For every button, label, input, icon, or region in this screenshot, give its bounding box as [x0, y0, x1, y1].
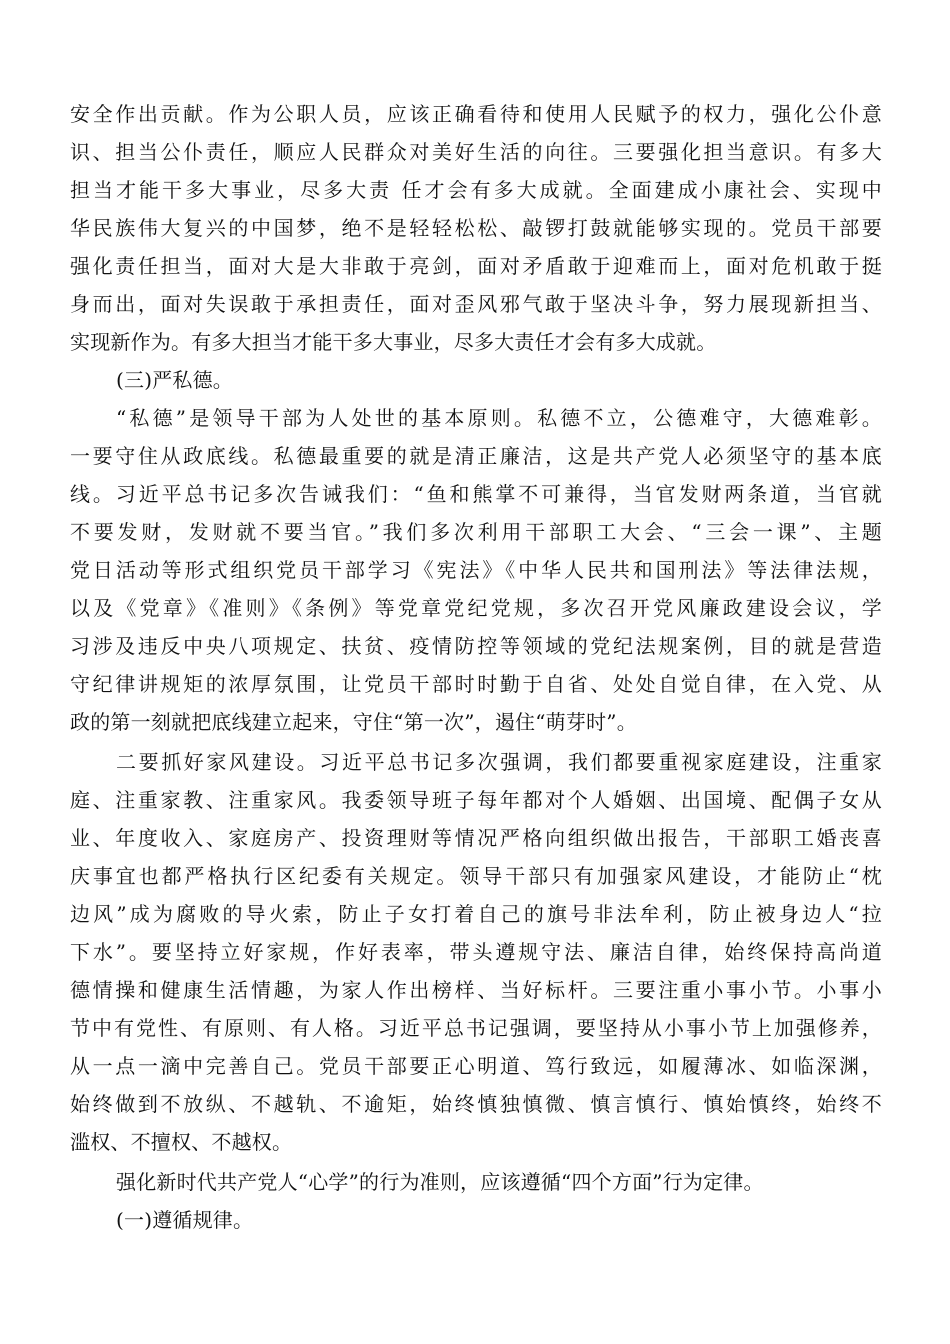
text-line: 一要守住从政底线。私德最重要的就是清正廉洁，这是共产党人必须坚守的基本底 [70, 444, 882, 468]
text-line: 习涉及违反中央八项规定、扶贫、疫情防控等领域的党纪法规案例，目的就是营造 [70, 634, 882, 658]
text-line: 业、年度收入、家庭房产、投资理财等情况严格向组织做出报告，干部职工婚丧喜 [70, 826, 882, 850]
text-line: 党日活动等形式组织党员干部学习《宪法》《中华人民共和国刑法》等法律法规， [70, 558, 882, 582]
text-line: 德情操和健康生活情趣，为家人作出榜样、当好标杆。三要注重小事小节。小事小 [70, 978, 882, 1002]
text-line: 滥权、不擅权、不越权。 [70, 1130, 293, 1154]
text-line: “私德”是领导干部为人处世的基本原则。私德不立，公德难守，大德难彰。 [116, 406, 882, 430]
text-line: 担当才能干多大事业，尽多大责 任才会有多大成就。全面建成小康社会、实现中 [70, 178, 882, 202]
text-line: 边风”成为腐败的导火索，防止子女打着自己的旗号非法牟利，防止被身边人“拉 [70, 902, 882, 926]
text-line: 节中有党性、有原则、有人格。习近平总书记强调，要坚持从小事小节上加强修养， [70, 1016, 882, 1040]
text-line: 强化责任担当，面对大是大非敢于亮剑，面对矛盾敢于迎难而上，面对危机敢于挺 [70, 254, 882, 278]
text-line: 政的第一刻就把底线建立起来，守住“第一次”，遏住“萌芽时”。 [70, 710, 637, 734]
section-heading: (一)遵循规律。 [116, 1208, 254, 1232]
text-line: 庆事宜也都严格执行区纪委有关规定。领导干部只有加强家风建设，才能防止“枕 [70, 864, 882, 888]
text-line: 下水”。要坚持立好家规，作好表率，带头遵规守法、廉洁自律，始终保持高尚道 [70, 940, 882, 964]
text-line: 华民族伟大复兴的中国梦，绝不是轻轻松松、敲锣打鼓就能够实现的。党员干部要 [70, 216, 882, 240]
text-line: 庭、注重家教、注重家风。我委领导班子每年都对个人婚姻、出国境、配偶子女从 [70, 788, 882, 812]
text-line: 实现新作为。有多大担当才能干多大事业，尽多大责任才会有多大成就。 [70, 330, 717, 354]
text-line: 守纪律讲规矩的浓厚氛围，让党员干部时时勤于自省、处处自觉自律，在入党、从 [70, 672, 882, 696]
text-line: 识、担当公仆责任，顺应人民群众对美好生活的向往。三要强化担当意识。有多大 [70, 140, 882, 164]
text-line: 强化新时代共产党人“心学”的行为准则，应该遵循“四个方面”行为定律。 [116, 1170, 764, 1194]
text-line: 二要抓好家风建设。习近平总书记多次强调，我们都要重视家庭建设，注重家 [116, 750, 882, 774]
text-line: 不要发财，发财就不要当官。”我们多次利用干部职工大会、“三会一课”、主题 [70, 520, 882, 544]
section-heading: (三)严私德。 [116, 368, 234, 392]
text-line: 线。习近平总书记多次告诫我们：“鱼和熊掌不可兼得，当官发财两条道，当官就 [70, 482, 882, 506]
text-line: 从一点一滴中完善自己。党员干部要正心明道、笃行致远，如履薄冰、如临深渊， [70, 1054, 882, 1078]
text-line: 身而出，面对失误敢于承担责任，面对歪风邪气敢于坚决斗争，努力展现新担当、 [70, 292, 882, 316]
text-line: 安全作出贡献。作为公职人员，应该正确看待和使用人民赋予的权力，强化公仆意 [70, 102, 882, 126]
text-line: 始终做到不放纵、不越轨、不逾矩，始终慎独慎微、慎言慎行、慎始慎终，始终不 [70, 1092, 882, 1116]
text-line: 以及《党章》《准则》《条例》等党章党纪党规，多次召开党风廉政建设会议，学 [70, 596, 882, 620]
